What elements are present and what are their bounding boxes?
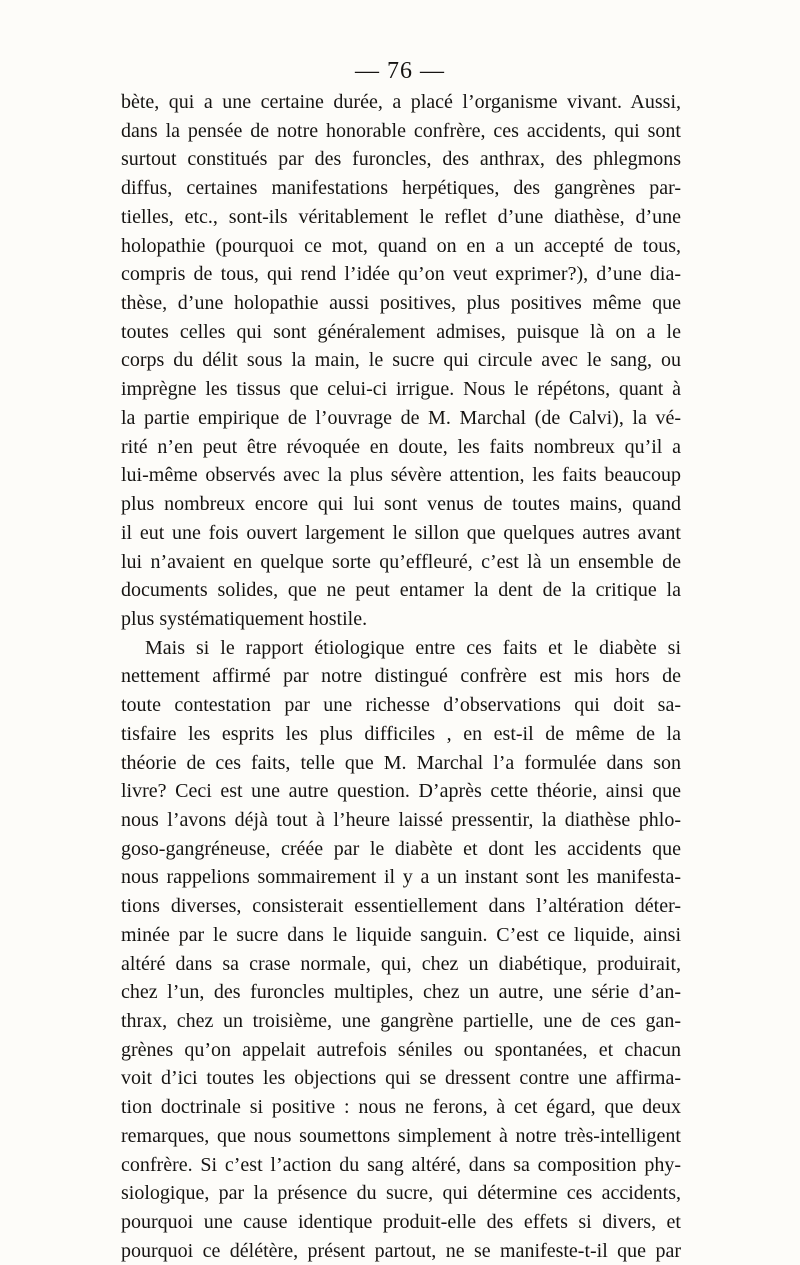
text-line: holopathie (pourquoi ce mot, quand on en a un accepté de tous, <box>121 234 681 257</box>
text-line: Mais si le rapport étiologique entre ces faits et le diabète si <box>145 636 681 659</box>
text-line: compris de tous, qui rend l’idée qu’on veut exprimer?), d’une dia- <box>121 263 681 286</box>
text-line: chez l’un, des furoncles multiples, chez un autre, une série d’an- <box>121 981 681 1004</box>
text-line: pourquoi ce délétère, présent partout, ne se manifeste-t-il que par <box>121 1239 681 1262</box>
text-line: nous l’avons déjà tout à l’heure laissé pressentir, la diathèse phlo- <box>121 808 681 831</box>
text-line: documents solides, que ne peut entamer la dent de la critique la <box>121 579 681 602</box>
text-line: diffus, certaines manifestations herpétiques, des gangrènes par- <box>121 177 681 200</box>
text-line: rité n’en peut être révoquée en doute, les faits nombreux qu’il a <box>121 435 681 458</box>
text-line: dans la pensée de notre honorable confrère, ces accidents, qui sont <box>121 119 681 142</box>
text-line: tisfaire les esprits les plus difficiles , en est-il de même de la <box>121 722 681 745</box>
text-line: confrère. Si c’est l’action du sang altéré, dans sa composition phy- <box>121 1153 681 1176</box>
body-text <box>121 88 681 1265</box>
text-line: bète, qui a une certaine durée, a placé l’organisme vivant. Aussi, <box>121 91 681 113</box>
text-line: remarques, que nous soumettons simplement à notre très-intelligent <box>121 1124 681 1147</box>
text-line: il eut une fois ouvert largement le sillon que quelques autres avant <box>121 521 681 544</box>
text-line: siologique, par la présence du sucre, qui détermine ces accidents, <box>121 1182 681 1205</box>
page-number: — 76 — <box>355 58 445 84</box>
text-line: la partie empirique de l’ouvrage de M. Marchal (de Calvi), la vé- <box>121 406 681 429</box>
text-line: nous rappelions sommairement il y a un instant sont les manifesta- <box>121 866 681 889</box>
text-line: plus nombreux encore qui lui sont venus de toutes mains, quand <box>121 493 681 516</box>
text-line: corps du délit sous la main, le sucre qui circule avec le sang, ou <box>121 349 681 372</box>
text-line: tielles, etc., sont-ils véritablement le reflet d’une diathèse, d’une <box>121 205 681 228</box>
text-line: lui-même observés avec la plus sévère attention, les faits beaucoup <box>121 464 681 487</box>
text-line: imprègne les tissus que celui-ci irrigue. Nous le répétons, quant à <box>121 378 681 401</box>
text-line: surtout constitués par des furoncles, des anthrax, des phlegmons <box>121 148 681 171</box>
text-line: tions diverses, consisterait essentiellement dans l’altération déter- <box>121 895 681 918</box>
text-line: théorie de ces faits, telle que M. Marchal l’a formulée dans son <box>121 751 681 774</box>
text-line: voit d’ici toutes les objections qui se dressent contre une affirma- <box>121 1067 681 1090</box>
text-line: goso-gangréneuse, créée par le diabète et dont les accidents que <box>121 837 681 860</box>
text-line: plus systématiquement hostile. <box>121 607 368 630</box>
text-line: livre? Ceci est une autre question. D’après cette théorie, ainsi que <box>121 780 681 803</box>
text-line: thèse, d’une holopathie aussi positives, plus positives même que <box>121 292 681 315</box>
text-line: pourquoi une cause identique produit-elle des effets si divers, et <box>121 1211 681 1234</box>
text-line: minée par le sucre dans le liquide sanguin. C’est ce liquide, ainsi <box>121 923 681 946</box>
text-line: toutes celles qui sont généralement admises, puisque là on a le <box>121 320 681 343</box>
text-line: lui n’avaient en quelque sorte qu’effleuré, c’est là un ensemble de <box>121 550 681 573</box>
text-line: toute contestation par une richesse d’observations qui doit sa- <box>121 694 681 717</box>
text-line: thrax, chez un troisième, une gangrène partielle, une de ces gan- <box>121 1010 681 1032</box>
text-line: grènes qu’on appelait autrefois séniles ou spontanées, et chacun <box>121 1038 681 1061</box>
text-line: nettement affirmé par notre distingué confrère est mis hors de <box>121 665 681 688</box>
text-line: tion doctrinale si positive : nous ne ferons, à cet égard, que deux <box>121 1096 681 1119</box>
text-line: altéré dans sa crase normale, qui, chez un diabétique, produirait, <box>121 952 681 975</box>
